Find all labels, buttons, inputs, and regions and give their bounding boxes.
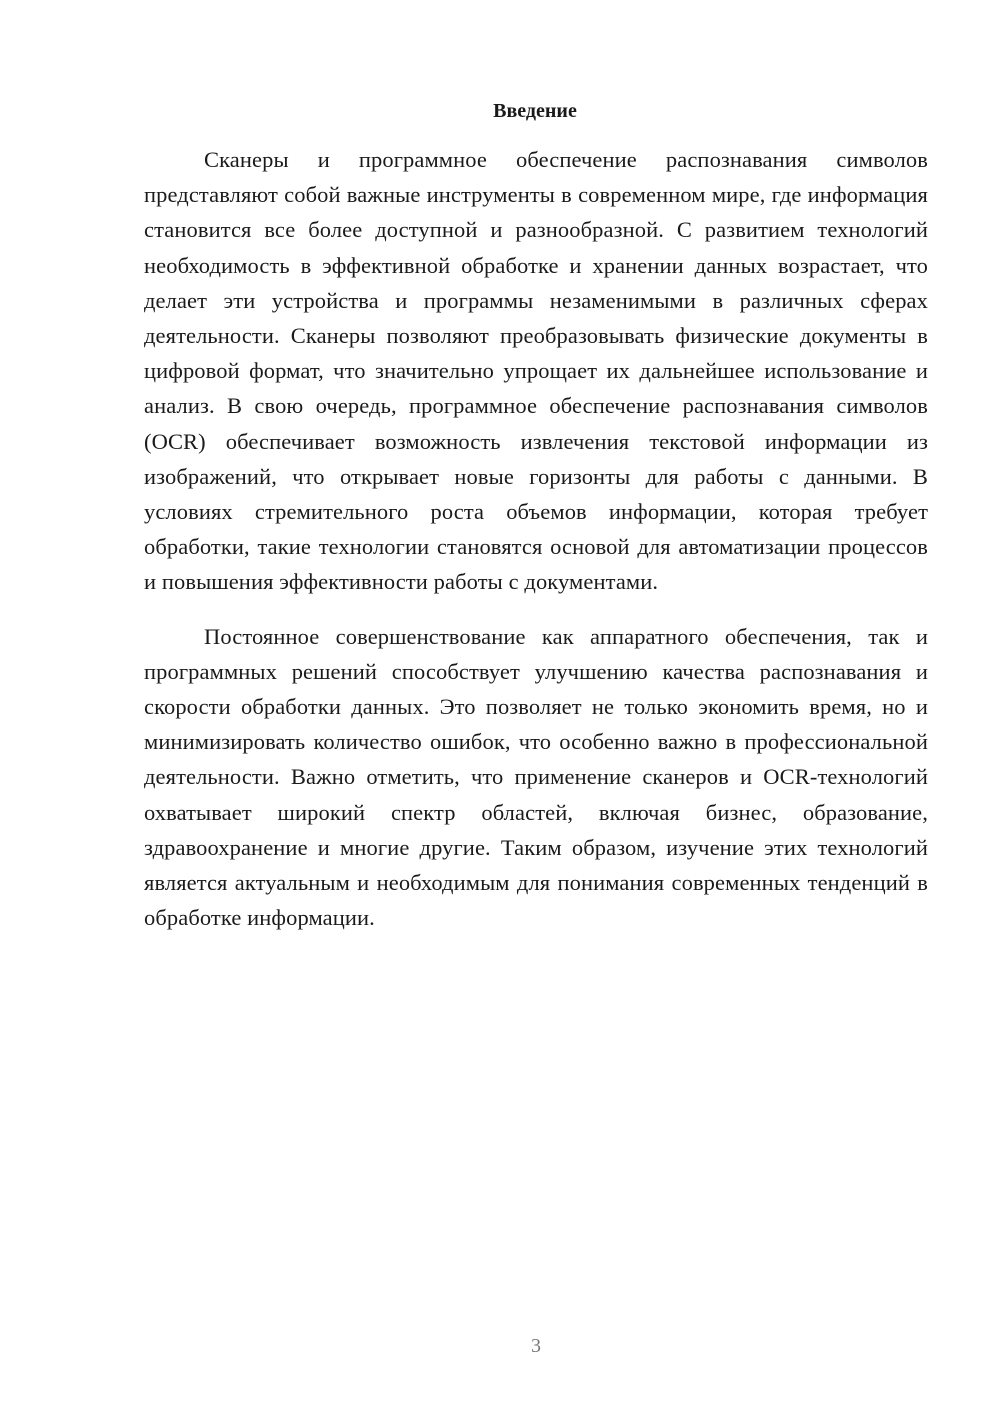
paragraph-2: Постоянное совершенствование как аппаратного обеспечения, так и программных решений способствует улучшению качества распознавания и скорости обработки данных. Это позволяет не только экономить время, но и минимизировать количество ошибок, что особенно важно в профессиональной деятельности. Важно отметить, что применение сканеров и OCR-технологий охватывает широкий спектр областей, включая бизнес, образование, здравоохранение и многие другие. Таким образом, изучение этих технологий является актуальным и необходимым для понимания современных тенденций в обработке информации. (144, 623, 928, 931)
paragraph-1: Сканеры и программное обеспечение распознавания символов представляют собой важные инструменты в современном мире, где информация становится все более доступной и разнообразной. С развитием технологий необходимость в эффективной обработке и хранении данных возрастает, что делает эти устройства и программы незаменимыми в различных сферах деятельности. Сканеры позволяют преобразовывать физические документы в цифровой формат, что значительно упрощает их дальнейшее использование и анализ. В свою очередь, программное обеспечение распознавания символов (OCR) обеспечивает возможность извлечения текстовой информации из изображений, что открывает новые горизонты для работы с данными. В условиях стремительного роста объемов информации, которая требует обработки, такие технологии становятся основой для автоматизации процессов и повышения эффективности работы с документами. (144, 147, 928, 595)
section-title: Введение (493, 100, 577, 122)
document-body (144, 142, 928, 935)
page-number: 3 (531, 1335, 541, 1357)
